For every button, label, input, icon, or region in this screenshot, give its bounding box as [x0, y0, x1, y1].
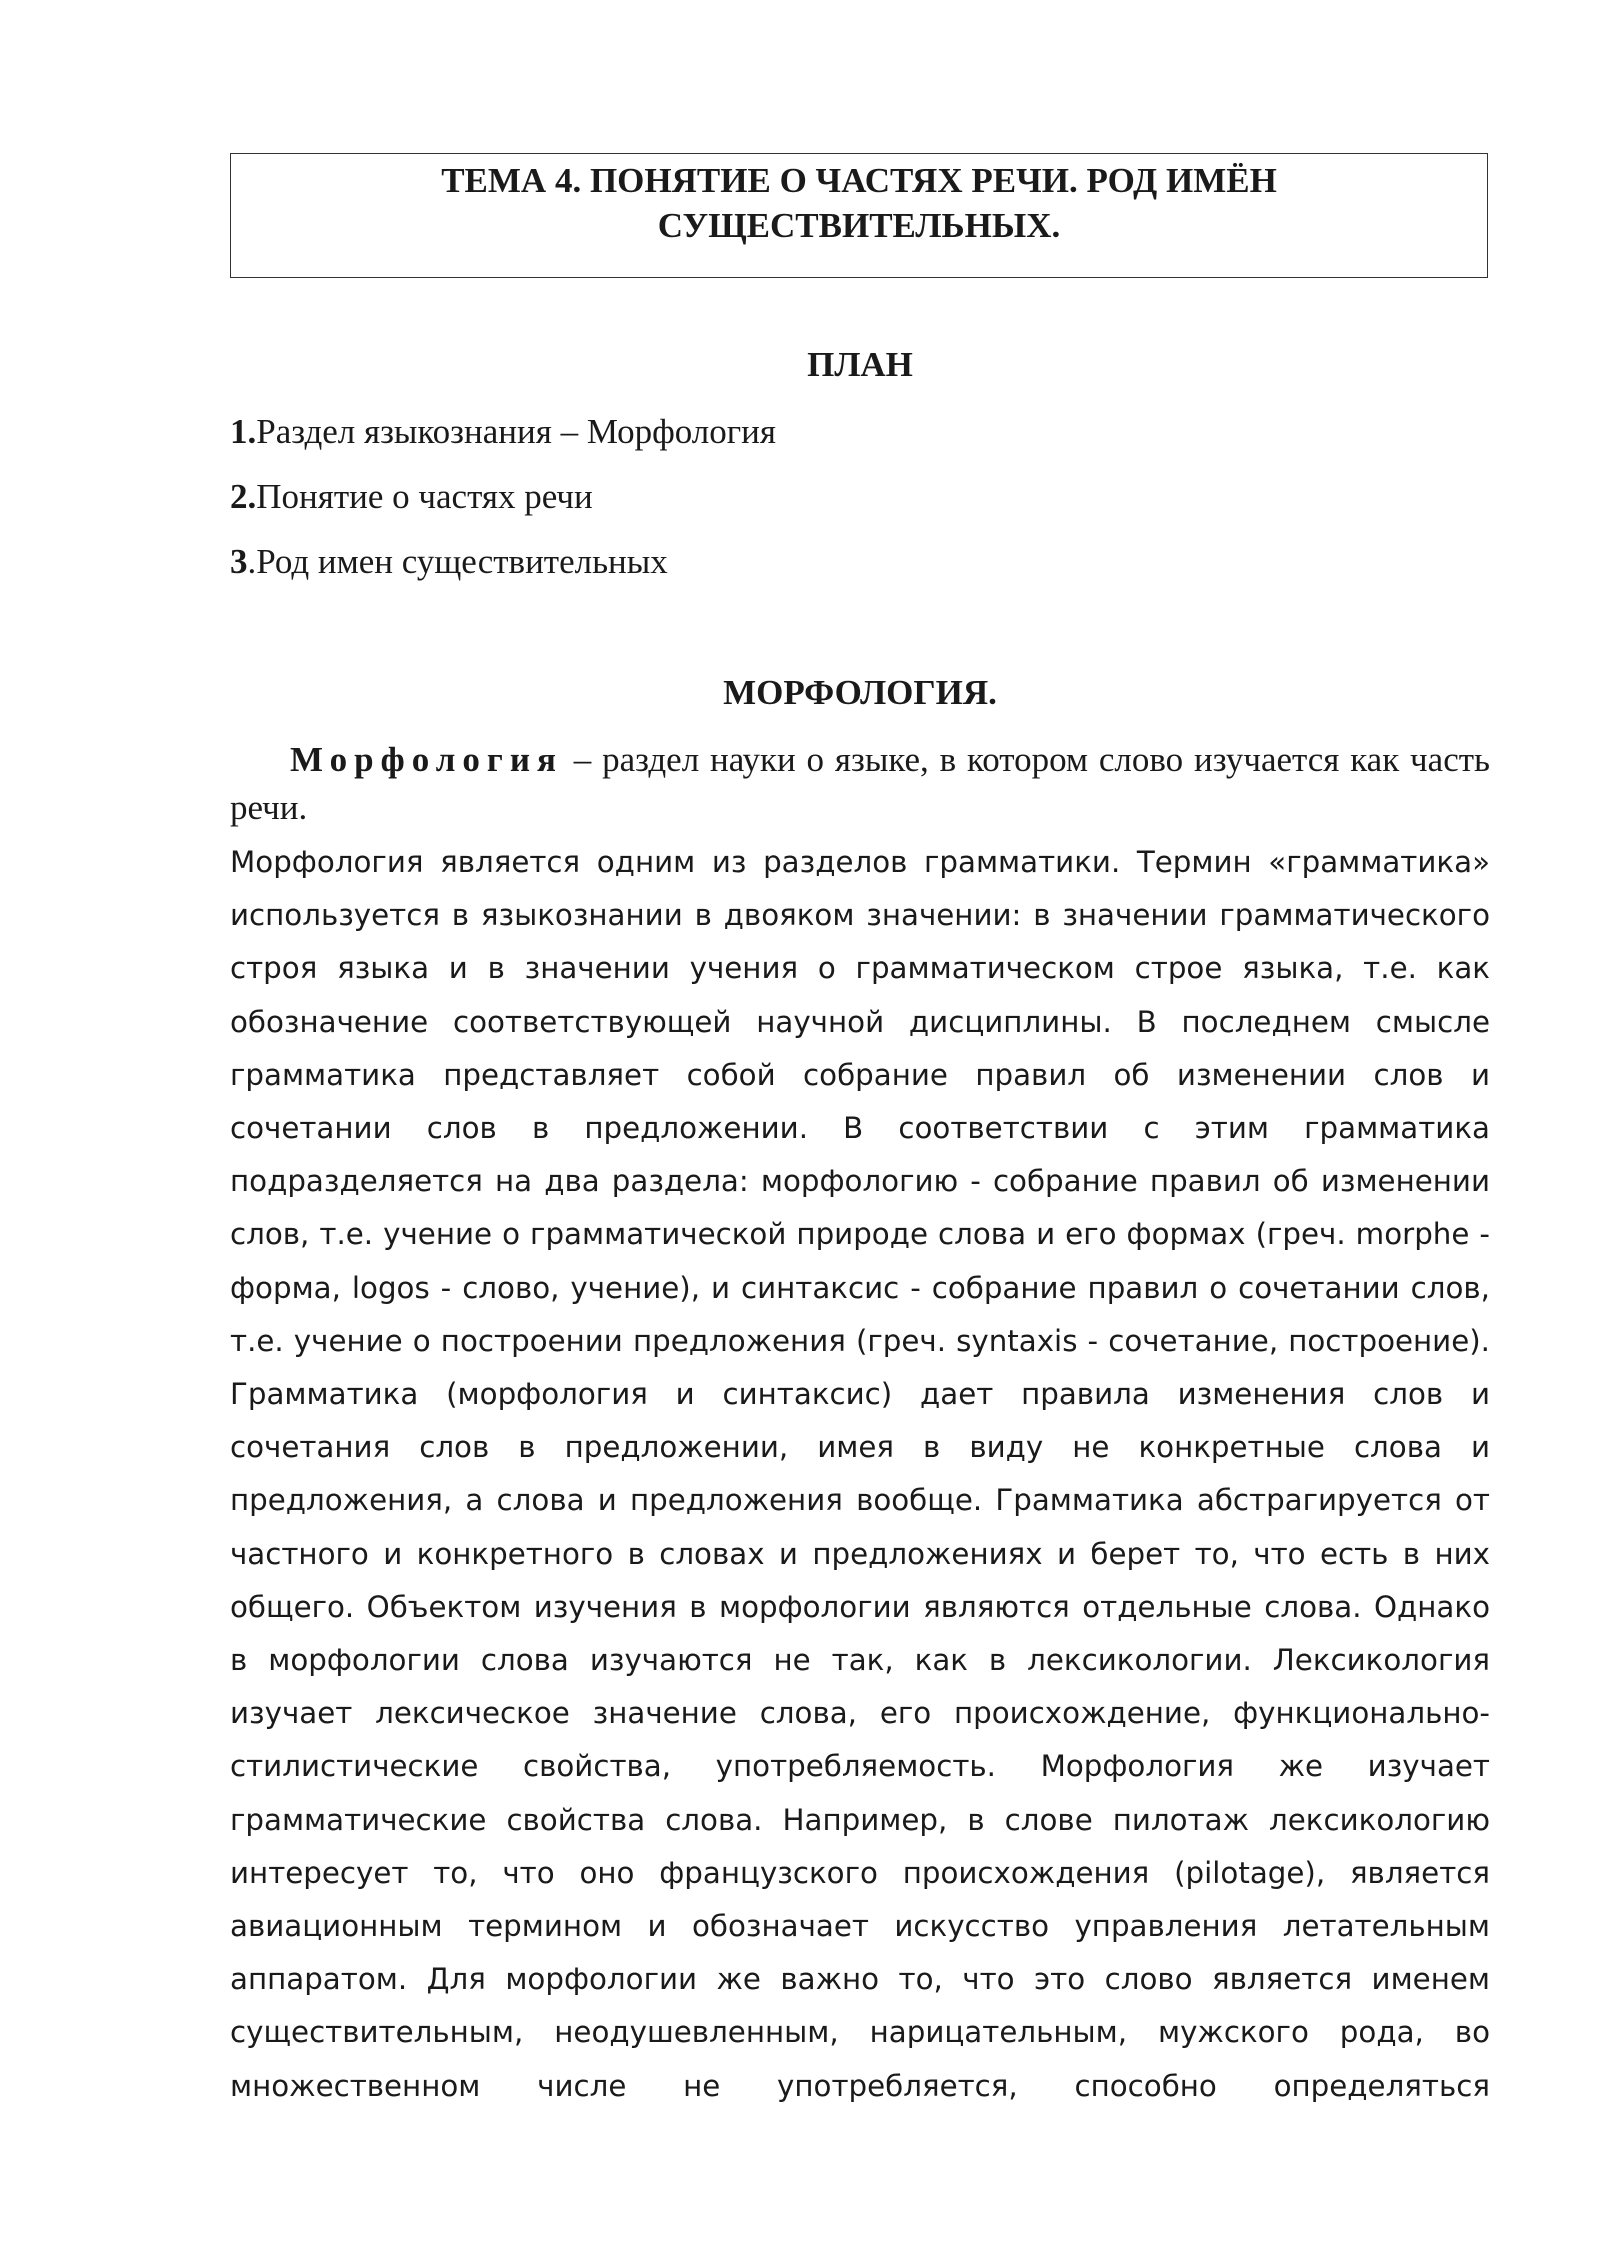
morphology-heading: МОРФОЛОГИЯ.	[723, 673, 997, 712]
plan-item-number: 2.	[230, 477, 257, 516]
morphology-paragraph: Морфология является одним из разделов грамматики. Термин «грамматика» используется в языкознании в двояком значении: в значении грамматического строя языка и в значении учения о грамматическом строе языка, т.е. как обозначение соответствующей научной дисциплины. В последнем смысле грамматика представляет собой собрание правил об изменении слов и сочетании слов в предложении. В соответствии с этим грамматика подразделяется на два раздела: морфологию - собрание правил об изменении слов, т.е. учение о грамматической природе слова и его формах (греч. morphe - форма, logos - слово, учение), и синтаксис - собрание правил о сочетании слов, т.е. учение о построении предложения (греч. syntaxis - сочетание, построение). Грамматика (морфология и синтаксис) дает правила изменения слов и сочетания слов в предложении, имея в виду не конкретные слова и предложения, а слова и предложения вообще. Грамматика абстрагируется от частного и конкретного в словах и предложениях и берет то, что есть в них общего. Объектом изучения в морфологии являются отдельные слова. Однако в морфологии слова изучаются не так, как в лексикологии. Лексикология изучает лексическое значение слова, его происхождение, функционально-стилистические свойства, употребляемость. Морфология же изучает грамматические свойства слова. Например, в слове пилотаж лексикологию интересует то, что оно французского происхождения (pilotage), является авиационным термином и обозначает искусство управления летательным аппаратом. Для морфологии же важно то, что это слово является именем существительным, неодушевленным, нарицательным, мужского рода, во множественном числе не употребляется, способно определяться	[230, 845, 1490, 2103]
definition-text: – раздел науки о языке, в котором слово изучается как часть речи.	[230, 740, 1490, 827]
plan-item-text: .Род имен существительных	[247, 542, 668, 581]
plan-item	[230, 409, 776, 474]
morphology-definition	[230, 736, 1490, 832]
plan-item-text: Понятие о частях речи	[256, 477, 593, 516]
plan-item-text: Раздел языкознания – Морфология	[256, 412, 776, 451]
definition-term: Морфология	[290, 740, 563, 779]
topic-title-line-2: СУЩЕСТВИТЕЛЬНЫХ.	[657, 206, 1061, 245]
plan-item-number: 3	[230, 542, 248, 581]
topic-title-box	[230, 153, 1488, 278]
plan-list	[230, 409, 776, 604]
topic-title-line-1: ТЕМА 4. ПОНЯТИЕ О ЧАСТЯХ РЕЧИ. РОД ИМЁН	[441, 161, 1277, 200]
plan-item	[230, 539, 776, 604]
plan-item-number: 1.	[230, 412, 257, 451]
plan-item	[230, 474, 776, 539]
plan-heading: ПЛАН	[807, 345, 913, 384]
